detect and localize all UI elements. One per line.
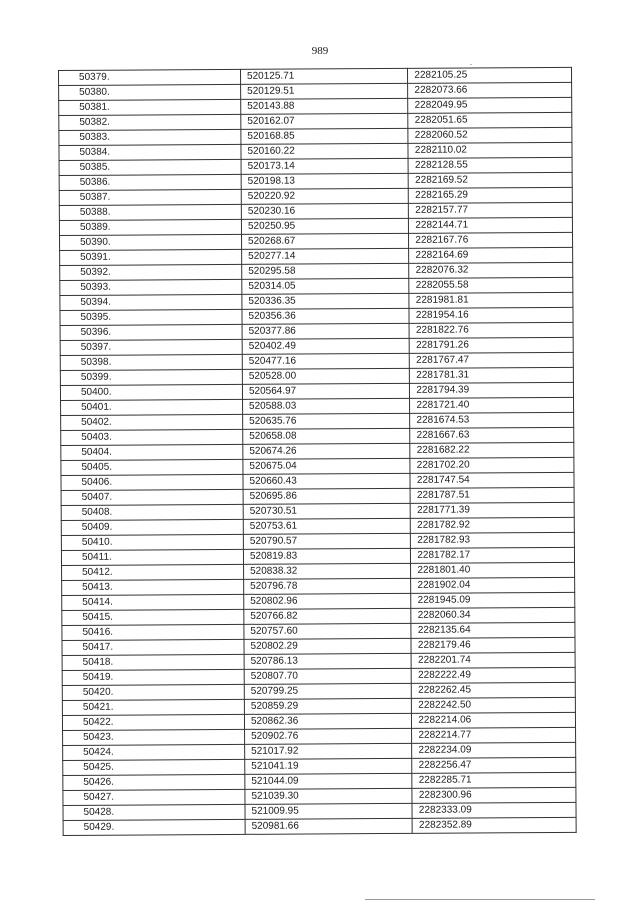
point-id-cell: 50388. <box>59 204 241 220</box>
point-id-cell: 50394. <box>60 294 242 310</box>
easting-cell: 520859.29 <box>244 698 411 714</box>
easting-cell: 520660.43 <box>243 473 410 489</box>
northing-cell: 2281702.20 <box>410 457 574 473</box>
point-id-cell: 50402. <box>61 414 243 430</box>
easting-cell: 521041.19 <box>245 758 412 774</box>
northing-cell: 2281945.09 <box>411 592 575 608</box>
point-id-cell: 50404. <box>61 444 243 460</box>
northing-cell: 2281767.47 <box>410 352 574 368</box>
point-id-cell: 50395. <box>60 309 242 325</box>
point-id-cell: 50403. <box>61 429 243 445</box>
northing-cell: 2281771.39 <box>411 502 575 518</box>
northing-cell: 2282234.09 <box>412 742 576 758</box>
easting-cell: 520862.36 <box>244 713 411 729</box>
northing-cell: 2282060.34 <box>411 607 575 623</box>
scan-artifact <box>470 64 472 65</box>
easting-cell: 520402.49 <box>242 338 409 354</box>
easting-cell: 520674.26 <box>243 443 410 459</box>
northing-cell: 2281822.76 <box>409 322 573 338</box>
easting-cell: 520757.60 <box>244 623 411 639</box>
northing-cell: 2281787.51 <box>410 487 574 503</box>
point-id-cell: 50417. <box>62 639 244 655</box>
northing-cell: 2282285.71 <box>412 772 576 788</box>
northing-cell: 2281747.54 <box>410 472 574 488</box>
point-id-cell: 50396. <box>60 324 242 340</box>
northing-cell: 2281791.26 <box>410 337 574 353</box>
point-id-cell: 50398. <box>60 354 242 370</box>
easting-cell: 520143.88 <box>241 98 408 114</box>
easting-cell: 520753.61 <box>243 518 410 534</box>
easting-cell: 520819.83 <box>243 548 410 564</box>
easting-cell: 520635.76 <box>243 413 410 429</box>
point-id-cell: 50420. <box>62 684 244 700</box>
easting-cell: 520129.51 <box>241 83 408 99</box>
northing-cell: 2282222.49 <box>412 667 576 683</box>
northing-cell: 2281782.17 <box>411 547 575 563</box>
point-id-cell: 50414. <box>62 594 244 610</box>
northing-cell: 2282049.95 <box>408 97 572 113</box>
coordinate-table <box>58 67 577 836</box>
easting-cell: 520160.22 <box>241 143 408 159</box>
easting-cell: 520377.86 <box>242 323 409 339</box>
point-id-cell: 50387. <box>59 189 241 205</box>
easting-cell: 520564.97 <box>242 383 409 399</box>
easting-cell: 520277.14 <box>242 248 409 264</box>
table-row <box>63 817 576 835</box>
easting-cell: 520477.16 <box>242 353 409 369</box>
point-id-cell: 50390. <box>60 234 242 250</box>
northing-cell: 2281781.31 <box>410 367 574 383</box>
point-id-cell: 50391. <box>60 249 242 265</box>
northing-cell: 2282262.45 <box>412 682 576 698</box>
easting-cell: 520356.36 <box>242 308 409 324</box>
easting-cell: 520220.92 <box>241 188 408 204</box>
northing-cell: 2281782.93 <box>411 532 575 548</box>
easting-cell: 520799.25 <box>244 683 411 699</box>
point-id-cell: 50421. <box>62 699 244 715</box>
point-id-cell: 50379. <box>59 69 241 85</box>
point-id-cell: 50422. <box>62 714 244 730</box>
point-id-cell: 50386. <box>59 174 241 190</box>
point-id-cell: 50428. <box>63 804 245 820</box>
northing-cell: 2282135.64 <box>411 622 575 638</box>
easting-cell: 520314.05 <box>242 278 409 294</box>
easting-cell: 520198.13 <box>241 173 408 189</box>
northing-cell: 2282105.25 <box>408 67 572 83</box>
point-id-cell: 50405. <box>61 459 243 475</box>
easting-cell: 520695.86 <box>243 488 410 504</box>
northing-cell: 2281721.40 <box>410 397 574 413</box>
easting-cell: 520658.08 <box>243 428 410 444</box>
northing-cell: 2281667.63 <box>410 427 574 443</box>
easting-cell: 521039.30 <box>245 788 412 804</box>
northing-cell: 2282165.29 <box>409 187 573 203</box>
easting-cell: 520766.82 <box>244 608 411 624</box>
easting-cell: 520790.57 <box>243 533 410 549</box>
easting-cell: 520173.14 <box>241 158 408 174</box>
point-id-cell: 50409. <box>61 519 243 535</box>
point-id-cell: 50393. <box>60 279 242 295</box>
point-id-cell: 50426. <box>63 774 245 790</box>
point-id-cell: 50406. <box>61 474 243 490</box>
easting-cell: 520168.85 <box>241 128 408 144</box>
northing-cell: 2281782.92 <box>411 517 575 533</box>
point-id-cell: 50401. <box>61 399 243 415</box>
northing-cell: 2282167.76 <box>409 232 573 248</box>
northing-cell: 2281981.81 <box>409 292 573 308</box>
point-id-cell: 50380. <box>59 84 241 100</box>
northing-cell: 2282051.65 <box>408 112 572 128</box>
northing-cell: 2281954.16 <box>409 307 573 323</box>
point-id-cell: 50416. <box>62 624 244 640</box>
easting-cell: 520838.32 <box>244 563 411 579</box>
easting-cell: 520981.66 <box>245 818 412 834</box>
point-id-cell: 50419. <box>62 669 244 685</box>
northing-cell: 2282076.32 <box>409 262 573 278</box>
northing-cell: 2282060.52 <box>408 127 572 143</box>
point-id-cell: 50427. <box>63 789 245 805</box>
northing-cell: 2281682.22 <box>410 442 574 458</box>
point-id-cell: 50425. <box>63 759 245 775</box>
easting-cell: 520125.71 <box>240 68 407 84</box>
easting-cell: 520802.29 <box>244 638 411 654</box>
point-id-cell: 50408. <box>61 504 243 520</box>
northing-cell: 2282214.77 <box>412 727 576 743</box>
point-id-cell: 50392. <box>60 264 242 280</box>
northing-cell: 2282055.58 <box>409 277 573 293</box>
easting-cell: 520230.16 <box>241 203 408 219</box>
page-number: 989 <box>311 45 329 57</box>
footer-line <box>365 899 595 900</box>
easting-cell: 520786.13 <box>244 653 411 669</box>
point-id-cell: 50384. <box>59 144 241 160</box>
easting-cell: 520807.70 <box>244 668 411 684</box>
point-id-cell: 50400. <box>60 384 242 400</box>
point-id-cell: 50389. <box>59 219 241 235</box>
easting-cell: 520162.07 <box>241 113 408 129</box>
point-id-cell: 50415. <box>62 609 244 625</box>
easting-cell: 520902.76 <box>245 728 412 744</box>
point-id-cell: 50411. <box>61 549 243 565</box>
northing-cell: 2281902.04 <box>411 577 575 593</box>
point-id-cell: 50424. <box>63 744 245 760</box>
northing-cell: 2282179.46 <box>411 637 575 653</box>
easting-cell: 521044.09 <box>245 773 412 789</box>
point-id-cell: 50410. <box>61 534 243 550</box>
easting-cell: 521017.92 <box>245 743 412 759</box>
easting-cell: 520796.78 <box>244 578 411 594</box>
northing-cell: 2282169.52 <box>409 172 573 188</box>
northing-cell: 2282157.77 <box>409 202 573 218</box>
northing-cell: 2282073.66 <box>408 82 572 98</box>
easting-cell: 521009.95 <box>245 803 412 819</box>
northing-cell: 2281794.39 <box>410 382 574 398</box>
northing-cell: 2282144.71 <box>409 217 573 233</box>
point-id-cell: 50383. <box>59 129 241 145</box>
northing-cell: 2282333.09 <box>412 802 576 818</box>
point-id-cell: 50429. <box>63 819 245 835</box>
point-id-cell: 50412. <box>62 564 244 580</box>
point-id-cell: 50407. <box>61 489 243 505</box>
northing-cell: 2282164.69 <box>409 247 573 263</box>
point-id-cell: 50399. <box>60 369 242 385</box>
point-id-cell: 50382. <box>59 114 241 130</box>
northing-cell: 2282242.50 <box>412 697 576 713</box>
coordinate-table-body <box>59 67 577 835</box>
easting-cell: 520268.67 <box>241 233 408 249</box>
point-id-cell: 50381. <box>59 99 241 115</box>
easting-cell: 520802.96 <box>244 593 411 609</box>
northing-cell: 2282214.06 <box>412 712 576 728</box>
easting-cell: 520528.00 <box>242 368 409 384</box>
point-id-cell: 50423. <box>63 729 245 745</box>
point-id-cell: 50397. <box>60 339 242 355</box>
easting-cell: 520336.35 <box>242 293 409 309</box>
point-id-cell: 50418. <box>62 654 244 670</box>
northing-cell: 2282110.02 <box>408 142 572 158</box>
point-id-cell: 50413. <box>62 579 244 595</box>
northing-cell: 2282201.74 <box>411 652 575 668</box>
northing-cell: 2282300.96 <box>412 787 576 803</box>
easting-cell: 520250.95 <box>241 218 408 234</box>
easting-cell: 520588.03 <box>242 398 409 414</box>
northing-cell: 2281674.53 <box>410 412 574 428</box>
northing-cell: 2281801.40 <box>411 562 575 578</box>
point-id-cell: 50385. <box>59 159 241 175</box>
northing-cell: 2282352.89 <box>412 817 576 833</box>
easting-cell: 520730.51 <box>243 503 410 519</box>
northing-cell: 2282128.55 <box>408 157 572 173</box>
easting-cell: 520295.58 <box>242 263 409 279</box>
easting-cell: 520675.04 <box>243 458 410 474</box>
northing-cell: 2282256.47 <box>412 757 576 773</box>
